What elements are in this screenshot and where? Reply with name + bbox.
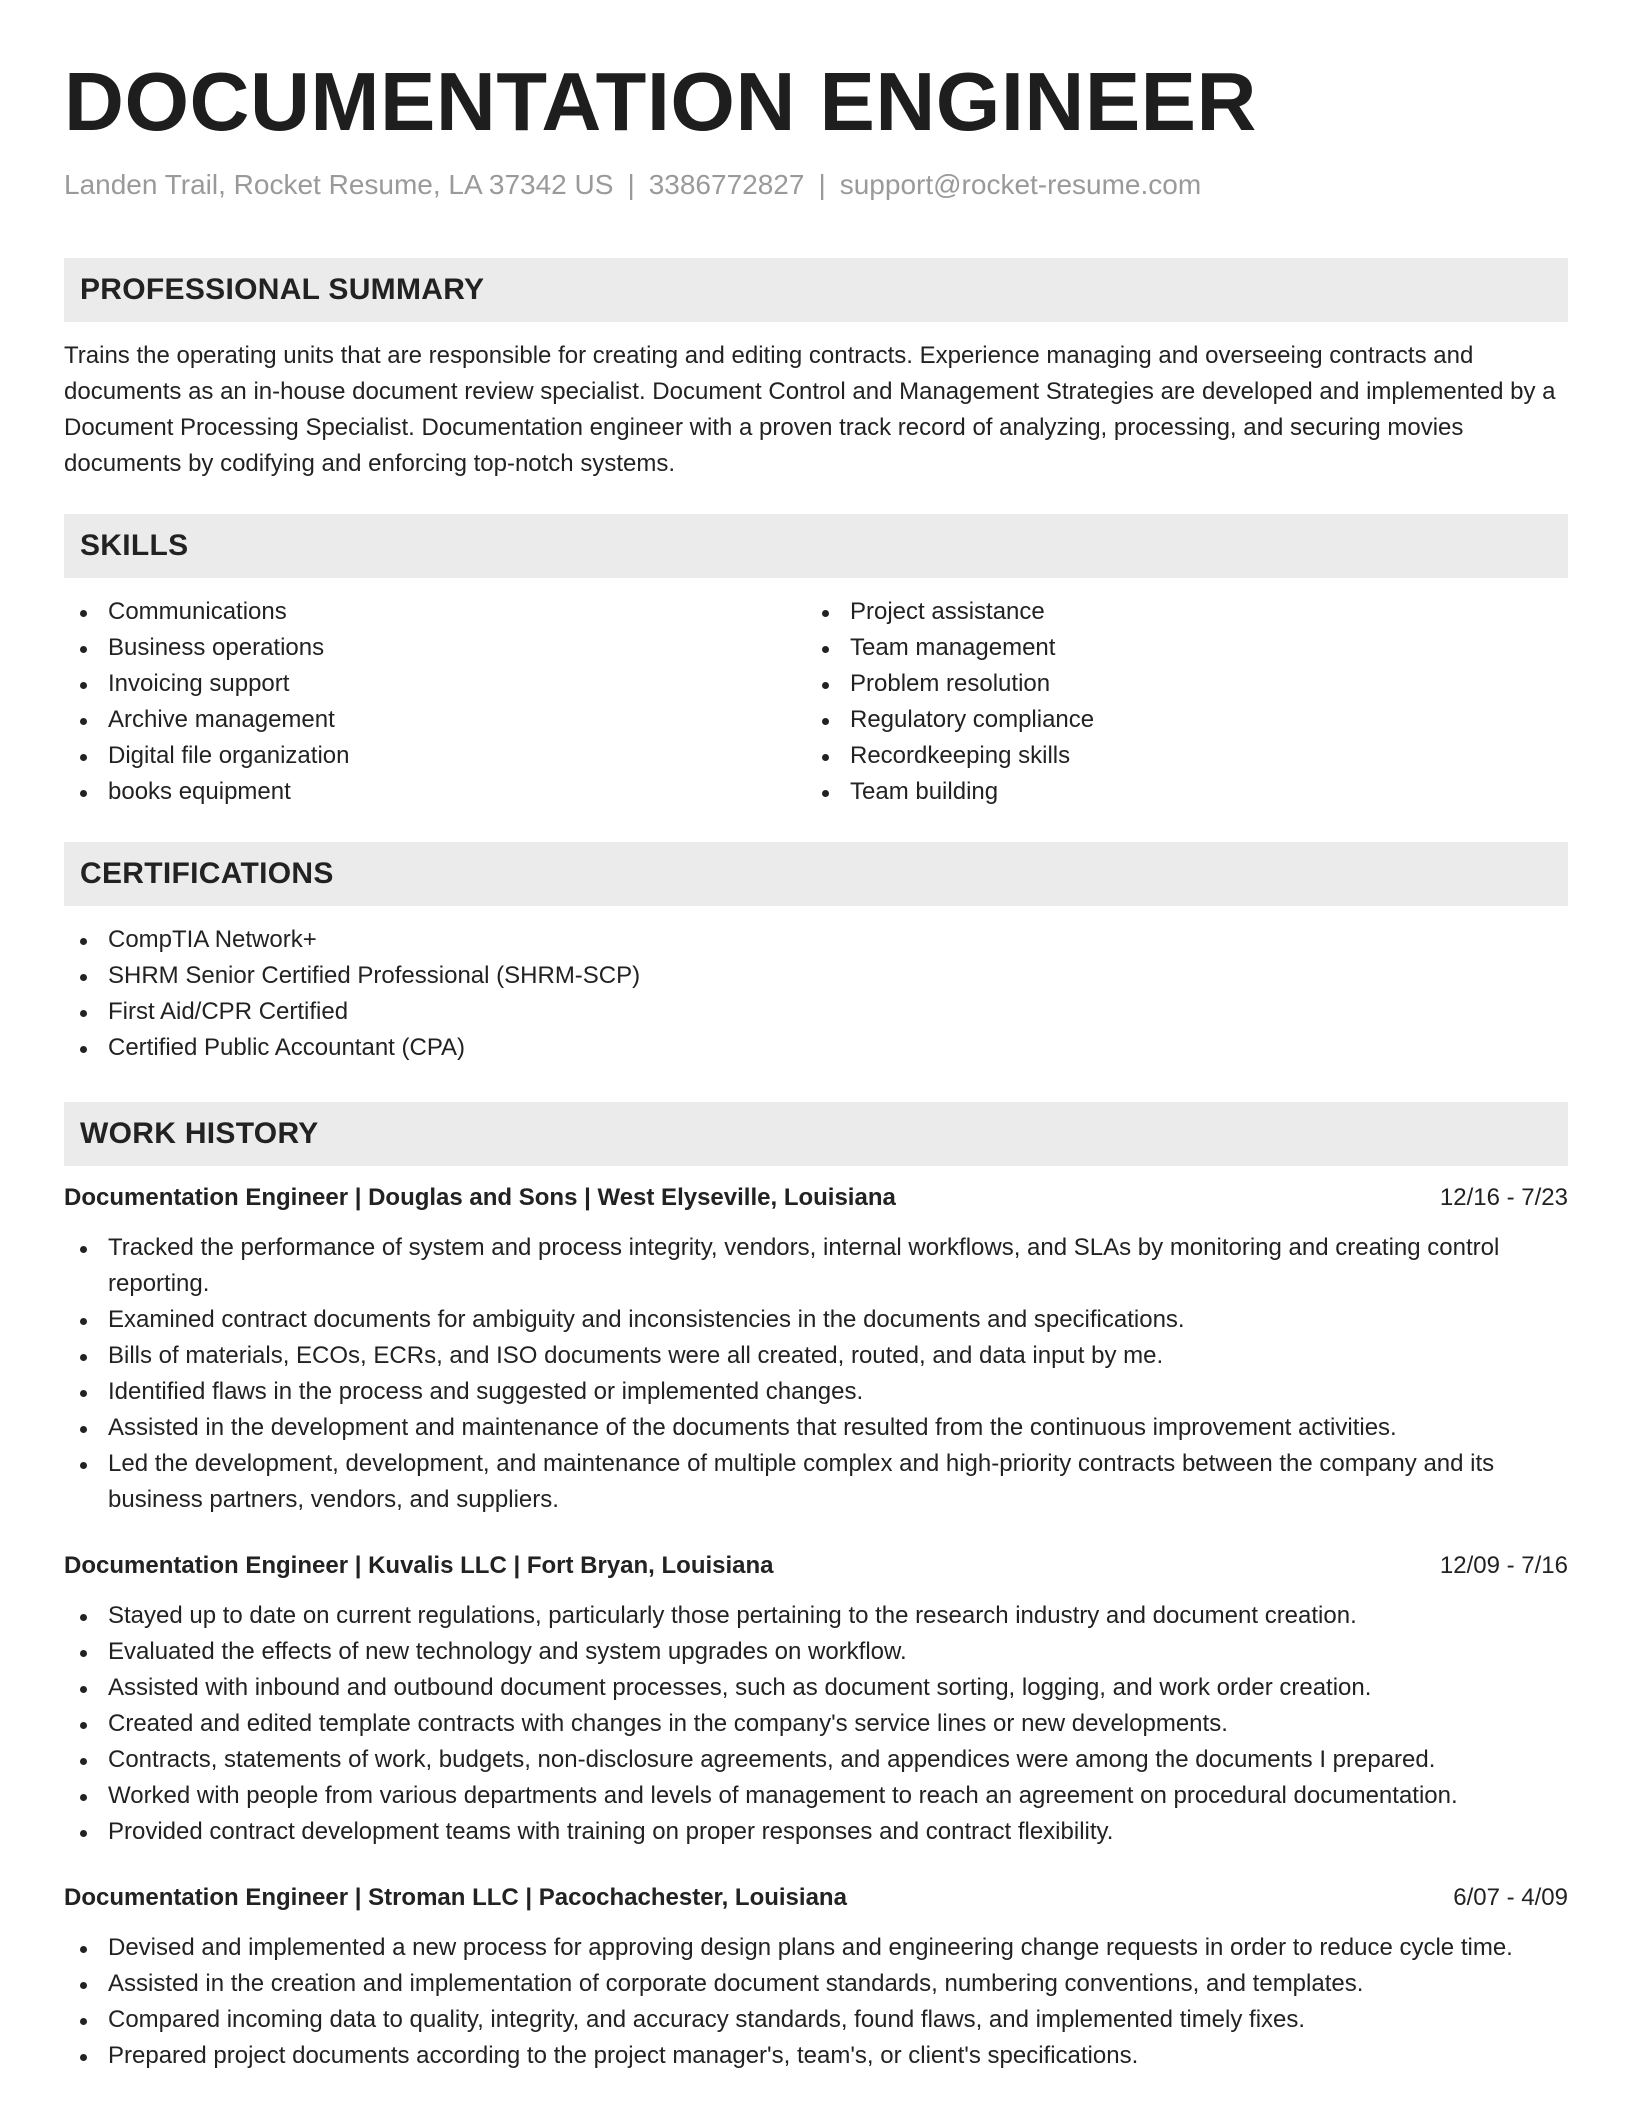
- section-header-work-history: [64, 1102, 1568, 1166]
- job-bullet: Worked with people from various departments and levels of management to reach an agreement on procedural documentation.: [64, 1778, 1568, 1814]
- job-bullet: Led the development, development, and maintenance of multiple complex and high-priority contracts between the company and its business partners, vendors, and suppliers.: [64, 1446, 1568, 1518]
- job-title: Documentation Engineer | Stroman LLC | Pacochachester, Louisiana: [64, 1884, 847, 1911]
- certification-item: Certified Public Accountant (CPA): [64, 1030, 1568, 1066]
- job-dates: 6/07 - 4/09: [1453, 1884, 1568, 1911]
- section-header-summary: [64, 258, 1568, 322]
- section-title: SKILLS: [80, 529, 189, 562]
- job-bullet: Assisted in the creation and implementation of corporate document standards, numbering conventions, and templates.: [64, 1966, 1568, 2002]
- job-bullet: Assisted in the development and maintenance of the documents that resulted from the continuous improvement activities.: [64, 1410, 1568, 1446]
- resume-title: DOCUMENTATION ENGINEER: [64, 55, 1257, 148]
- skill-item: Regulatory compliance: [806, 702, 1548, 738]
- skills-column-right: [806, 594, 1548, 810]
- job-entry: [64, 1880, 1568, 2074]
- contact-line: [64, 166, 1568, 204]
- section-title: CERTIFICATIONS: [80, 857, 334, 890]
- skill-item: Invoicing support: [64, 666, 806, 702]
- skill-item: Communications: [64, 594, 806, 630]
- contact-phone: 3386772827: [648, 169, 805, 200]
- skills-section: [64, 514, 1568, 810]
- job-dates: 12/09 - 7/16: [1439, 1552, 1568, 1579]
- skill-item: Problem resolution: [806, 666, 1548, 702]
- job-title: Documentation Engineer | Kuvalis LLC | Fort Bryan, Louisiana: [64, 1552, 774, 1579]
- job-bullet: Stayed up to date on current regulations, particularly those pertaining to the research industry and document creation.: [64, 1598, 1568, 1634]
- job-bullets: [64, 1598, 1568, 1850]
- job-bullet: Evaluated the effects of new technology and system upgrades on workflow.: [64, 1634, 1568, 1670]
- job-header: [64, 1180, 1568, 1216]
- job-bullet: Provided contract development teams with training on proper responses and contract flexibility.: [64, 1814, 1568, 1850]
- certification-item: CompTIA Network+: [64, 922, 1568, 958]
- section-header-skills: [64, 514, 1568, 578]
- work-history-section: [64, 1102, 1568, 2074]
- skills-grid: [64, 594, 1568, 810]
- certification-item: SHRM Senior Certified Professional (SHRM-SCP): [64, 958, 1568, 994]
- skill-item: Recordkeeping skills: [806, 738, 1548, 774]
- skill-item: Team management: [806, 630, 1548, 666]
- job-bullet: Compared incoming data to quality, integrity, and accuracy standards, found flaws, and implemented timely fixes.: [64, 2002, 1568, 2038]
- skill-item: Project assistance: [806, 594, 1548, 630]
- job-header: [64, 1548, 1568, 1584]
- section-title: WORK HISTORY: [80, 1117, 319, 1150]
- job-bullets: [64, 1930, 1568, 2074]
- job-bullet: Prepared project documents according to the project manager's, team's, or client's specifications.: [64, 2038, 1568, 2074]
- contact-separator: |: [818, 169, 826, 200]
- job-header: [64, 1880, 1568, 1916]
- job-bullet: Examined contract documents for ambiguity and inconsistencies in the documents and specifications.: [64, 1302, 1568, 1338]
- job-entry: [64, 1180, 1568, 1518]
- contact-separator: |: [627, 169, 635, 200]
- skill-item: Team building: [806, 774, 1548, 810]
- certifications-section: [64, 842, 1568, 1066]
- section-title: PROFESSIONAL SUMMARY: [80, 273, 485, 306]
- skill-item: books equipment: [64, 774, 806, 810]
- job-bullet: Devised and implemented a new process for approving design plans and engineering change requests in order to reduce cycle time.: [64, 1930, 1568, 1966]
- job-bullet: Tracked the performance of system and process integrity, vendors, internal workflows, and SLAs by monitoring and creating control reporting.: [64, 1230, 1568, 1302]
- job-bullet: Contracts, statements of work, budgets, non-disclosure agreements, and appendices were among the documents I prepared.: [64, 1742, 1568, 1778]
- job-dates: 12/16 - 7/23: [1439, 1184, 1568, 1211]
- contact-address: Landen Trail, Rocket Resume, LA 37342 US: [64, 169, 614, 200]
- job-entry: [64, 1548, 1568, 1850]
- job-bullets: [64, 1230, 1568, 1518]
- skills-column-left: [64, 594, 806, 810]
- contact-email: support@rocket-resume.com: [839, 169, 1202, 200]
- skill-item: Business operations: [64, 630, 806, 666]
- job-bullet: Identified flaws in the process and suggested or implemented changes.: [64, 1374, 1568, 1410]
- certifications-list: [64, 922, 1568, 1066]
- certification-item: First Aid/CPR Certified: [64, 994, 1568, 1030]
- summary-section: [64, 258, 1568, 482]
- summary-text: Trains the operating units that are responsible for creating and editing contracts. Experience managing and overseeing contracts and documents as an in-house document review specialist. Document Control and Management Strategies are developed and implemented by a Document Processing Specialist. Documentation engineer with a proven track record of analyzing, processing, and securing movies documents by codifying and enforcing top-notch systems.: [64, 342, 1556, 477]
- job-bullet: Created and edited template contracts with changes in the company's service lines or new developments.: [64, 1706, 1568, 1742]
- section-header-certifications: [64, 842, 1568, 906]
- jobs-list: [64, 1180, 1568, 2074]
- job-title: Documentation Engineer | Douglas and Sons | West Elyseville, Louisiana: [64, 1184, 896, 1211]
- skill-item: Digital file organization: [64, 738, 806, 774]
- skill-item: Archive management: [64, 702, 806, 738]
- job-bullet: Assisted with inbound and outbound document processes, such as document sorting, logging, and work order creation.: [64, 1670, 1568, 1706]
- job-bullet: Bills of materials, ECOs, ECRs, and ISO documents were all created, routed, and data input by me.: [64, 1338, 1568, 1374]
